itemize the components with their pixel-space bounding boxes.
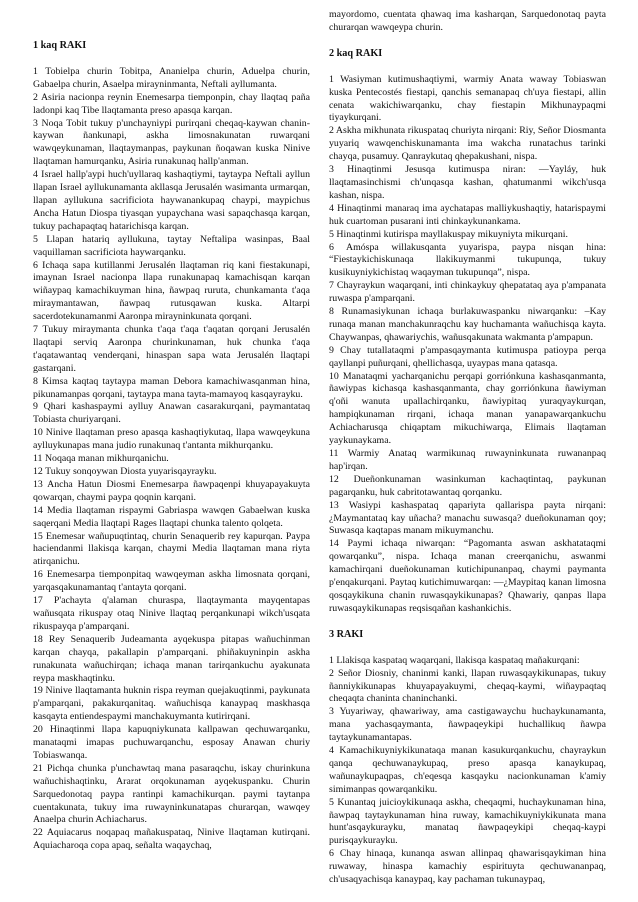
- verse: 12 Dueñonkunaman wasinkuman kachaqtintaq, paykunan pagarqanku, huk cabritotawantaq qorqanku.: [329, 473, 606, 498]
- verse: 2 Asiria nacionpa reynin Enemesarpa tiemponpin, chay llaqtaq paña ladonpi kaq Tibe llaqtamanta preso apasqa karqan.: [33, 91, 310, 116]
- verse: 14 Media llaqtaman rispaymi Gabriaspa wawqen Gabaelwan kuska saqerqani Media llaqtapi Rages llaqtapi chunka talento qolqeta.: [33, 504, 310, 529]
- verse: 1 Tobielpa churin Tobitpa, Ananielpa churin, Aduelpa churin, Gabaelpa churin, Asaelpa mirayninmanta, Neftali ayllumanta.: [33, 65, 310, 90]
- verse: 21 Pichqa chunka p'unchawtaq mana pasaraqchu, iskay churinkuna wañuchishaqtinku, Ararat orqokunaman ayqekuspanku. Churin Sarquedonotaq paypa rantinpi kamachikurqan. paymi taytanpa cuentakunata, tukuy ima ruwayninkunatapas churarqan, wawqey Anaelpa churin Achiacharus.: [33, 762, 310, 826]
- verse: 5 Llapan hatariq ayllukuna, taytay Neftalipa wasinpas, Baal vaquillaman sacrificiota haywarqanku.: [33, 233, 310, 258]
- verse: 8 Kimsa kaqtaq taytaypa maman Debora kamachiwasqanman hina, pikunamanpas qorqani, taytaypa mana tayta-mamayoq kasqayrayku.: [33, 375, 310, 400]
- verse: 16 Enemesarpa tiemponpitaq wawqeyman askha limosnata qorqani, yarqasqakunamantaq t'antayta qorqani.: [33, 569, 310, 594]
- verse: 13 Ancha Hatun Diosmi Enemesarpa ñawpaqenpi khuyapayakuyta qowarqan, chaymi paypa qoqnin karqani.: [33, 478, 310, 503]
- verse: 20 Hinaqtinmi llapa kapuqniykunata kallpawan qechuwarqanku, manataqmi imapas puchuwarqanchu, esposay Anawan churiy Tobiaswanqa.: [33, 724, 310, 761]
- verse: 4 Hinaqtinmi manaraq ima aychatapas malliykushaqtiy, hatarispaymi huk cuartoman pusarani inti chinkaykunankama.: [329, 202, 606, 227]
- left-column: [33, 40, 310, 853]
- verse: 10 Manataqmi yacharqanichu perqapi gorriónkuna kashasqanmanta, ñawiypas kichasqa kashasqanmanta, chay gorriónkuna ñawiyman q'oñi wanuta upallachirqanku, ñawiypitaq yuraqyaykurqan, hampiqkunaman rirqani, ichaqa manan yanapawarqankuchu Achiacharusqa chiqaptam mikuchiwarqa, Elimais llaqtaman yaykunaykama.: [329, 370, 606, 447]
- verse: 15 Enemesar wañupuqtintaq, churin Senaquerib rey kapurqan. Paypa haciendanmi llakisqa karqan, chaymi Media llaqtaman mana riyta atirqanichu.: [33, 530, 310, 568]
- chapter-3-verses: [329, 655, 606, 887]
- verse: 7 Chayraykun waqarqani, inti chinkaykuy qhepatataq aya p'ampanata ruwaspa p'amparqani.: [329, 280, 606, 305]
- verse: 6 Chay hinaqa, kunanqa aswan allinpaq qhawarisqaykiman hina ruwaway, hinaspa kamachiy espirituyta qechuwananpaq, ch'usaqyachisqa kanaypaq, kay pachaman tukunaypaq,: [329, 848, 606, 886]
- chapter-1-verses: [33, 66, 310, 853]
- verse: 6 Amóspa willakusqanta yuyarispa, paypa nisqan hina: “Fiestaykichiskunaqa llakikuymanmi tukupunqa, tukuy kusikuyniykichistaq waqayman tukupunqa”, nispa.: [329, 241, 606, 279]
- verse: 9 Chay tutallataqmi p'ampasqaymanta kutimuspa patioypa perqa qayllanpi puñurqani, qhellichasqa, uyaypas mana qatasqa.: [329, 344, 606, 369]
- verse: 22 Aquiacarus noqapaq mañakuspataq, Ninive llaqtaman kutirqani. Aquiacharoqa copa apaq, señalta waqaychaq,: [33, 827, 310, 852]
- verse: 14 Paymi ichaqa niwarqan: “Pagomanta aswan askhatataqmi qowarqanku”, nispa. Ichaqa manan creerqanichu, aswanmi kamachirqani dueñokunaman kutichipunanpaq, chaymi paymanta p'enqakurqani. Paytaq kutichimuwarqan: —¿Maypitaq kanan limosna qosqaykikuna chanin ruwasqaykikunapas? Qhawariy, qanpas llapa ruwasqaykikunapas reqsisqañan kashankichis.: [329, 538, 606, 614]
- verse: 4 Kamachikuyniykikunataqa manan kasukurqankuchu, chayraykun qanqa qechuwanaykupaq, preso apasqa kanaykupaq, wañunaykupaqpas, ch'eqesqa kasqayku nacionkunaman k'amiy simimanpas qowarqankiku.: [329, 745, 606, 795]
- verse: 12 Tukuy sonqoywan Diosta yuyarisqayrayku.: [33, 466, 217, 477]
- verse: 17 P'achayta q'alaman churaspa, llaqtaymanta mayqentapas wañusqata rikuspay otaq Ninive llaqtaq perqankunapi wikch'usqata rikuspayqa p'amparqani.: [33, 595, 310, 632]
- chapter-1-continuation: mayordomo, cuentata qhawaq ima kasharqan, Sarquedonotaq payta churarqan wawqeypa churin.: [329, 9, 606, 33]
- verse: 11 Warmiy Anataq warmikunaq ruwayninkunata ruwananpaq hap'irqan.: [329, 448, 606, 472]
- verse: 4 Israel hallp'aypi huch'uyllaraq kashaqtiymi, taytaypa Neftali ayllun llapan Israel ayllukunamanta akllasqa Jerusalén wasimanta urmarqan, llapan ayllukuna sacrificiota haywanankupaq chaypi, maypichus Ancha Hatun Diospa tiyasqan yupaychana wasi sapaqchasqa karqan, tukuy pachapaqtaq hatarichisqa karqan.: [33, 169, 310, 232]
- chapter-2-verses: [329, 74, 606, 616]
- verse: 8 Runamasiykunan ichaqa burlakuwaspanku niwarqanku: –Kay runaqa manan manchakunraqchu kay huchamanta wañuchisqa kayta. Chaywanpas, qhawarіychis, wañusqakunata wakmanta p'ampapun.: [329, 306, 606, 343]
- verse: 13 Wasiypi kashaspataq qapariyta qallarispa payta nirqani: ¿Maymantataq kay uñacha? manachu suwasqa? dueñokunaman qoy; Suwasqa kaqtapas manam mikuymanchu.: [329, 499, 606, 537]
- verse: 3 Yuyariway, qhawariway, ama castigawaychu huchaykunamanta, mana yachasqaymanta, ñawpaqeykipi huchallikuq ñawpa taytaykunamantapas.: [329, 706, 606, 744]
- verse: 7 Tukuy miraymanta chunka t'aqa t'aqa t'aqatan qorqani Jerusalén llaqtapi serviq Aaronpa churinkunaman, huk chunka t'aqa t'aqatawantaq venderqani, hinaspan sapa wata Jerusalén llaqtapi gastarqani.: [33, 324, 310, 374]
- verse: 9 Qhari kashaspaymi aylluy Anawan casarakurqani, paymantataq Tobiasta churiyarqani.: [33, 401, 310, 426]
- verse: 6 Ichaqa sapa kutillanmi Jerusalén llaqtaman riq kani fiestakunapi, imaynan Israel nacionpa llapa runakunapaq kamachisqan karqan wiñaypaq kamachikuyman hina, ñawpaq ruruta, chunkamanta t'aqa miraymantawan, ñawpaq rutusqawan kuska. Altarpi sacerdotekunamanmi Aaronpa mirayninkunata qorqani.: [33, 259, 310, 323]
- verse: 19 Ninive llaqtamanta huknin rispa reyman quejakuqtinmi, paykunata p'amparqani, pakakurqanitaq. wañuchisqa kanaypaq maskhasqa kasqayta entiendespaymi manchakuymanta kutirirqani.: [33, 685, 310, 723]
- verse: 5 Kunantaq juicioykikunaqa askha, cheqaqmi, huchaykunaman hina, ñawpaq taytaykunaman hina ruway, kamachikuyniykikunata mana hunt'asqaykurayku, manataq ñawpaqeykipi cheqaq-kaypi purisqaykurayku.: [329, 796, 606, 847]
- verse: 10 Ninive llaqtaman preso apasqa kashaqtiykutaq, llapa wawqeykuna aylluykunapas mana judio runakunaq t'antanta mikhurqanku.: [33, 427, 310, 452]
- verse: 2 Askha mikhunata rikuspataq churiyta nirqani: Riy, Señor Diosmanta yuyariq wawqenchiskunamanta ima wakcha runatachus tarinki chayqa, pusamuy. Qanraykutaq qhepakushani, nispa.: [329, 125, 606, 163]
- right-column: [329, 9, 606, 887]
- section-gap: [329, 616, 606, 629]
- verse: 1 Wasiyman kutimushaqtiymi, warmiy Anata waway Tobiaswan kuska Pentecostés fiestapi, qanchis semanapaq ch'uya fiestapi, allin cenata wakichiwarqanku, chay fiestapin Mikhunaypaqmi tiyaykurqani.: [329, 73, 606, 124]
- verse: 2 Señor Diosniy, chaninmi kanki, llapan ruwasqaykikunapas, tukuy ñanniykikunapas khuyapayakuymi, cheqaq-kaymi, wiñaypaqtaq cheqaqta chaninta chaninchanki.: [329, 667, 606, 705]
- verse: 3 Noqa Tobit tukuy p'unchayniypi purirqani cheqaq-kaywan chanin-kaywan ñankunapi, askha limosnakunatan ruwarqani wawqeykunaman, llaqtaymanpas, paykunan ñoqawan kuska Ninive llaqtaman hamurqanku, Asiria runakunaq hallp'anman.: [33, 117, 310, 168]
- verse: 1 Llakisqa kaspataq waqarqani, llakisqa kaspataq mañakurqani:: [329, 654, 580, 666]
- chapter-2-heading: 2 kaq RAKI: [329, 47, 383, 59]
- verse: 3 Hinaqtinmi Jesusqa kutimuspa niran: —Yayláy, huk llaqtamasinchismi ch'unqasqa kashan, qhatumanmi wikch'usqa kashan, nispa.: [329, 164, 606, 201]
- verse: 11 Noqaqa manan mikhurqanichu.: [33, 453, 169, 465]
- chapter-3-heading: 3 RAKI: [329, 628, 364, 640]
- chapter-1-heading: 1 kaq RAKI: [33, 40, 87, 51]
- verse: 18 Rey Senaquerib Judeamanta ayqekuspa pitapas wañuchinman karqan chayqa, pakallapin p'amparqani. phiñakuyninpin askha runakunata wañuchirqan; ichaqa manan tarirqankuchu ayakunata reypa maskhaqtinku.: [33, 633, 310, 684]
- section-gap: [329, 35, 606, 48]
- verse: 5 Hinaqtinmi kutirispa mayllakuspay mikuyniyta mikurqani.: [329, 228, 568, 240]
